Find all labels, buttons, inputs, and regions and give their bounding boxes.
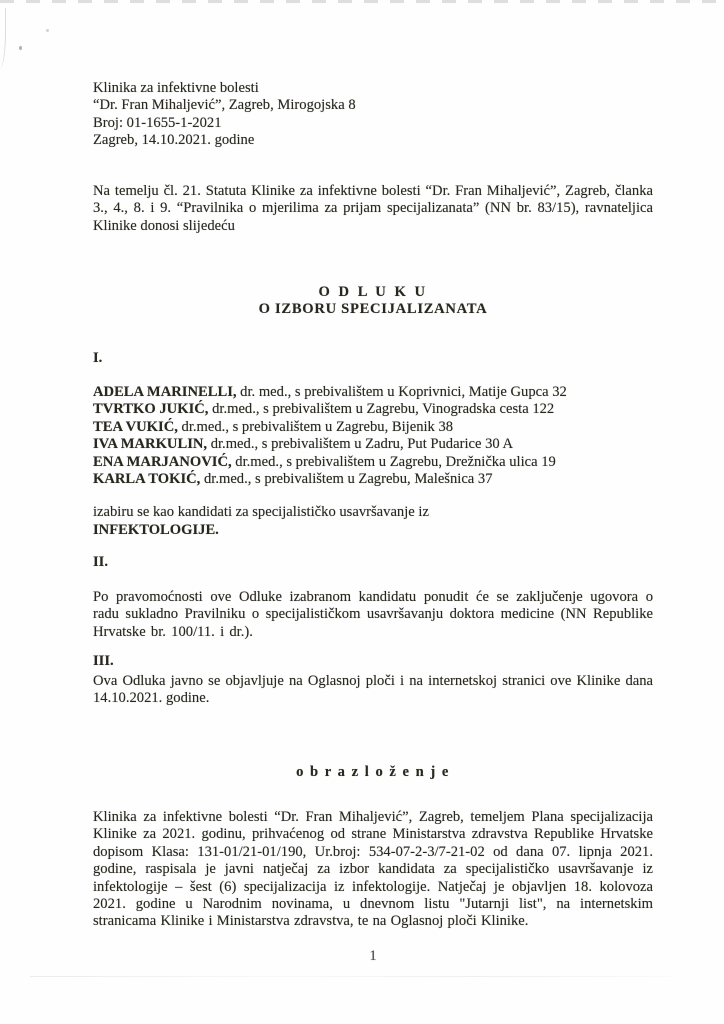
candidate-row	[93, 471, 653, 488]
scan-artifact-top-line	[0, 0, 724, 3]
scan-artifact-left-curve	[0, 8, 6, 68]
candidate-details: dr.med., s prebivalištem u Zagrebu, Drežnička ulica 19	[231, 453, 556, 470]
candidate-name: ENA MARJANOVIĆ,	[93, 453, 232, 470]
letterhead-address: “Dr. Fran Mihaljević”, Zagreb, Mirogojska 8	[93, 97, 356, 114]
section-1-label: I.	[93, 350, 103, 366]
decision-title-subject: O IZBORU SPECIJALIZANATA	[258, 301, 488, 318]
candidate-name: IVA MARKULIN,	[93, 436, 208, 453]
page-number: 1	[369, 948, 377, 964]
scan-artifact-bottom-line	[30, 976, 670, 977]
candidate-name: ADELA MARINELLI,	[93, 384, 237, 400]
closing-line: izabiru se kao kandidati za specijalističko usavršavanje iz	[93, 504, 429, 520]
candidate-row	[93, 436, 653, 453]
explanation-heading: o b r a z l o ž e n j e	[296, 764, 450, 780]
letterhead-reference-number: Broj: 01-1655-1-2021	[93, 114, 222, 131]
candidate-name: KARLA TOKIĆ,	[93, 471, 201, 488]
section-2-label: II.	[93, 554, 109, 570]
section-2-paragraph: Po pravomoćnosti ove Odluke izabranom kandidatu ponudit će se zaključenje ugovora o radu sukladno Pravilniku o specijalističkom usavršavanju doktora medicine (NN Republike Hrvatske br. 100/11. i dr.).	[93, 589, 653, 640]
candidate-row	[93, 454, 653, 471]
letterhead-institution: Klinika za infektivne bolesti	[93, 80, 259, 96]
decision-title-word: O D L U K U	[318, 284, 428, 300]
section-3-label: III.	[93, 653, 114, 669]
letterhead	[93, 80, 653, 149]
candidate-details: dr.med., s prebivalištem u Zadru, Put Pudarice 30 A	[207, 436, 514, 453]
candidate-list	[93, 384, 653, 488]
specialty-name: INFEKTOLOGIJE.	[93, 521, 219, 538]
decision-title	[93, 284, 653, 319]
candidate-row	[93, 419, 653, 436]
candidate-details: dr.med., s prebivalištem u Zagrebu, Malešnica 37	[200, 471, 493, 488]
letterhead-date: Zagreb, 14.10.2021. godine	[93, 131, 255, 148]
candidate-row	[93, 401, 653, 418]
scan-speck	[19, 46, 22, 50]
candidate-details: dr.med., s prebivalištem u Zagrebu, Bijenik 38	[177, 418, 454, 435]
preamble-paragraph: Na temelju čl. 21. Statuta Klinike za infektivne bolesti “Dr. Fran Mihaljević”, Zagreb, članka 3., 4., 8. i 9. “Pravilnika o mjerilima za prijam specijalizanata” (NN br. 83/15), ravnateljica Klinike donosi slijedeću	[93, 183, 653, 234]
section-3-paragraph: Ova Odluka javno se objavljuje na Oglasnoj ploči i na internetskoj stranici ove Klinike dana 14.10.2021. godine.	[93, 673, 653, 707]
candidate-details: dr. med., s prebivalištem u Koprivnici, Matije Gupca 32	[236, 384, 567, 400]
candidate-name: TVRTKO JUKIĆ,	[93, 401, 209, 418]
section-1-closing	[93, 504, 653, 539]
scan-speck	[46, 29, 49, 32]
candidate-details: dr.med., s prebivalištem u Zagrebu, Vinogradska cesta 122	[208, 401, 555, 418]
candidate-row	[93, 384, 653, 401]
explanation-paragraph: Klinika za infektivne bolesti “Dr. Fran Mihaljević”, Zagreb, temeljem Plana specijalizacija Klinike za 2021. godinu, prihvaćenog od strane Ministarstva zdravstva Republike Hrvatske dopisom Klasa: 131-01/21-01/190, Ur.broj: 534-07-2-3/7-21-02 od dana 07. lipnja 2021. godine, raspisala je javni natječaj za izbor kandidata za specijalističko usavršavanje iz infektologije – šest (6) specijalizacija iz infektologije. Natječaj je objavljen 18. kolovoza 2021. godine u Narodnim novinama, u dnevnom listu "Jutarnji list", na internetskim stranicama Klinike i Ministarstva zdravstva, te na Oglasnoj ploči Klinike.	[93, 809, 653, 930]
candidate-name: TEA VUKIĆ,	[93, 418, 178, 435]
